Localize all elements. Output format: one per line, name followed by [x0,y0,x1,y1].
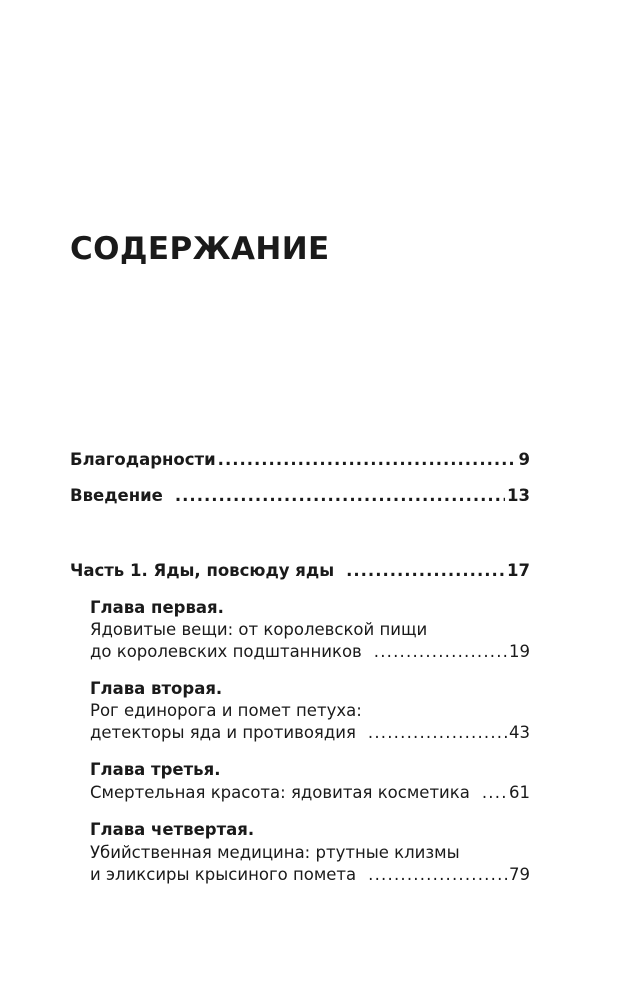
dot-leader [175,488,505,505]
chapter-title-line: и эликсиры крысиного помета [90,865,357,884]
toc-entry-acknowledgements[interactable] [70,452,530,469]
dot-leader [482,785,507,802]
chapter-title-line: детекторы яда и противоядия [90,723,356,742]
toc-entry-chapter-3[interactable] [90,785,530,802]
toc-entry-page: 13 [507,486,530,505]
toc-entry-page: 79 [509,865,530,884]
chapter-heading: Глава четвертая. [90,820,255,839]
toc-entry-page: 61 [509,783,530,802]
chapter-title-line: Убийственная медицина: ртутные клизмы [90,843,460,862]
toc-entry-chapter-4[interactable] [90,867,530,884]
chapter-heading: Глава третья. [90,760,221,779]
toc-entry-page: 9 [518,450,530,469]
toc-entry-page: 19 [509,642,530,661]
toc-entry-label: Часть 1. Яды, повсюду яды [70,561,335,580]
chapter-heading: Глава первая. [90,598,224,617]
chapter-title-line: до королевских подштанников [90,642,362,661]
chapter-heading: Глава вторая. [90,679,223,698]
toc-entry-introduction[interactable] [70,488,530,505]
dot-leader [374,644,507,661]
toc-entry-label: Введение [70,486,163,505]
toc-entry-part-1[interactable] [70,563,530,580]
chapter-title-line: Рог единорога и помет петуха: [90,701,362,720]
chapter-title-line: Ядовитые вещи: от королевской пищи [90,620,428,639]
dot-leader [346,563,505,580]
toc-entry-chapter-1[interactable] [90,644,530,661]
dot-leader [368,867,507,884]
chapter-title-line: Смертельная красота: ядовитая косметика [90,783,470,802]
dot-leader [368,725,507,742]
toc-entry-page: 17 [507,561,530,580]
dot-leader [218,452,517,469]
toc-entry-page: 43 [509,723,530,742]
toc-entry-label: Благодарности [70,450,216,469]
toc-entry-chapter-2[interactable] [90,725,530,742]
page-title: СОДЕРЖАНИЕ [70,231,330,267]
